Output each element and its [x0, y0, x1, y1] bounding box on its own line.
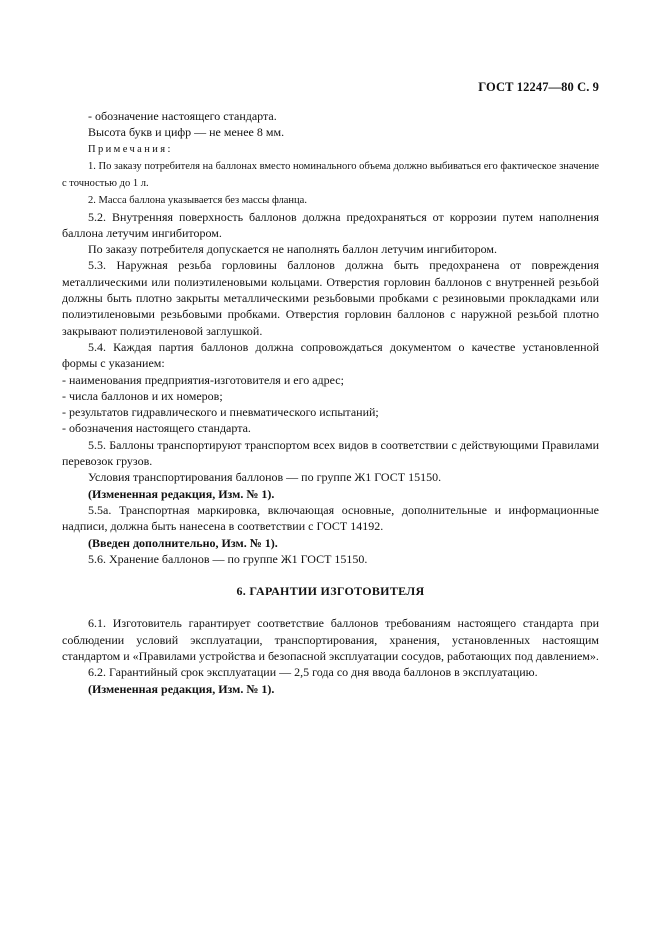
paragraph: Высота букв и цифр — не менее 8 мм. [88, 125, 285, 140]
paragraph: 6.1. Изготовитель гарантирует соответствие баллонов требованиям настоящего стандарта при соблюдении условий эксплуатации, транспортирования, хранения, установленных настоящим стандартом и «Правилами устройства и безопасной эксплуатации сосудов, работающих под давлением». [62, 616, 599, 664]
amendment-note: (Измененная редакция, Изм. № 1). [88, 486, 275, 501]
list-item: - результатов гидравлического и пневматического испытаний; [62, 405, 379, 420]
page-header: ГОСТ 12247—80 С. 9 [478, 80, 599, 94]
paragraph: Условия транспортирования баллонов — по группе Ж1 ГОСТ 15150. [88, 470, 442, 485]
paragraph: 6.2. Гарантийный срок эксплуатации — 2,5 года со дня ввода баллонов в эксплуатацию. [88, 665, 538, 680]
section-heading: 6. ГАРАНТИИ ИЗГОТОВИТЕЛЯ [236, 584, 425, 599]
list-item: - обозначение настоящего стандарта. [88, 109, 277, 123]
list-item: - числа баллонов и их номеров; [62, 388, 223, 403]
amendment-note: (Измененная редакция, Изм. № 1). [88, 681, 275, 696]
note-item: 2. Масса баллона указывается без массы фланца. [88, 194, 307, 206]
amendment-note: (Введен дополнительно, Изм. № 1). [88, 535, 278, 550]
note-item: 1. По заказу потребителя на баллонах вместо номинального объема должно выбиваться его фактическое значение с точностью до 1 л. [62, 160, 599, 189]
paragraph: 5.4. Каждая партия баллонов должна сопровождаться документом о качестве установленной формы с указанием: [62, 339, 599, 371]
paragraph: 5.5а. Транспортная маркировка, включающая основные, дополнительные и информационные надписи, должна быть нанесена в соответствии с ГОСТ 14192. [62, 502, 599, 534]
paragraph: По заказу потребителя допускается не наполнять баллон летучим ингибитором. [88, 242, 497, 257]
paragraph: 5.3. Наружная резьба горловины баллонов должна быть предохранена от повреждения металлическими или полиэтиленовыми кольцами. Отверстия горловин баллонов с внутренней резьбой должны быть плотно закрыты металлическими резьбовыми пробками с резиновыми прокладками или полиэтиленовыми резьбовыми пробками. Отверстия горловин баллонов с наружной резьбой плотно закрывают полиэтиленовой заглушкой. [62, 258, 599, 338]
paragraph: 5.5. Баллоны транспортируют транспортом всех видов в соответствии с действующими Правилами перевозок грузов. [62, 437, 599, 469]
paragraph: 5.2. Внутренняя поверхность баллонов должна предохраняться от коррозии путем наполнения баллона летучим ингибитором. [62, 209, 599, 240]
list-item: - наименования предприятия-изготовителя и его адрес; [62, 372, 344, 387]
list-item: - обозначения настоящего стандарта. [62, 421, 251, 436]
notes-heading: Примечания: [88, 143, 173, 155]
document-body [62, 108, 599, 697]
paragraph: 5.6. Хранение баллонов — по группе Ж1 ГОСТ 15150. [88, 551, 368, 566]
